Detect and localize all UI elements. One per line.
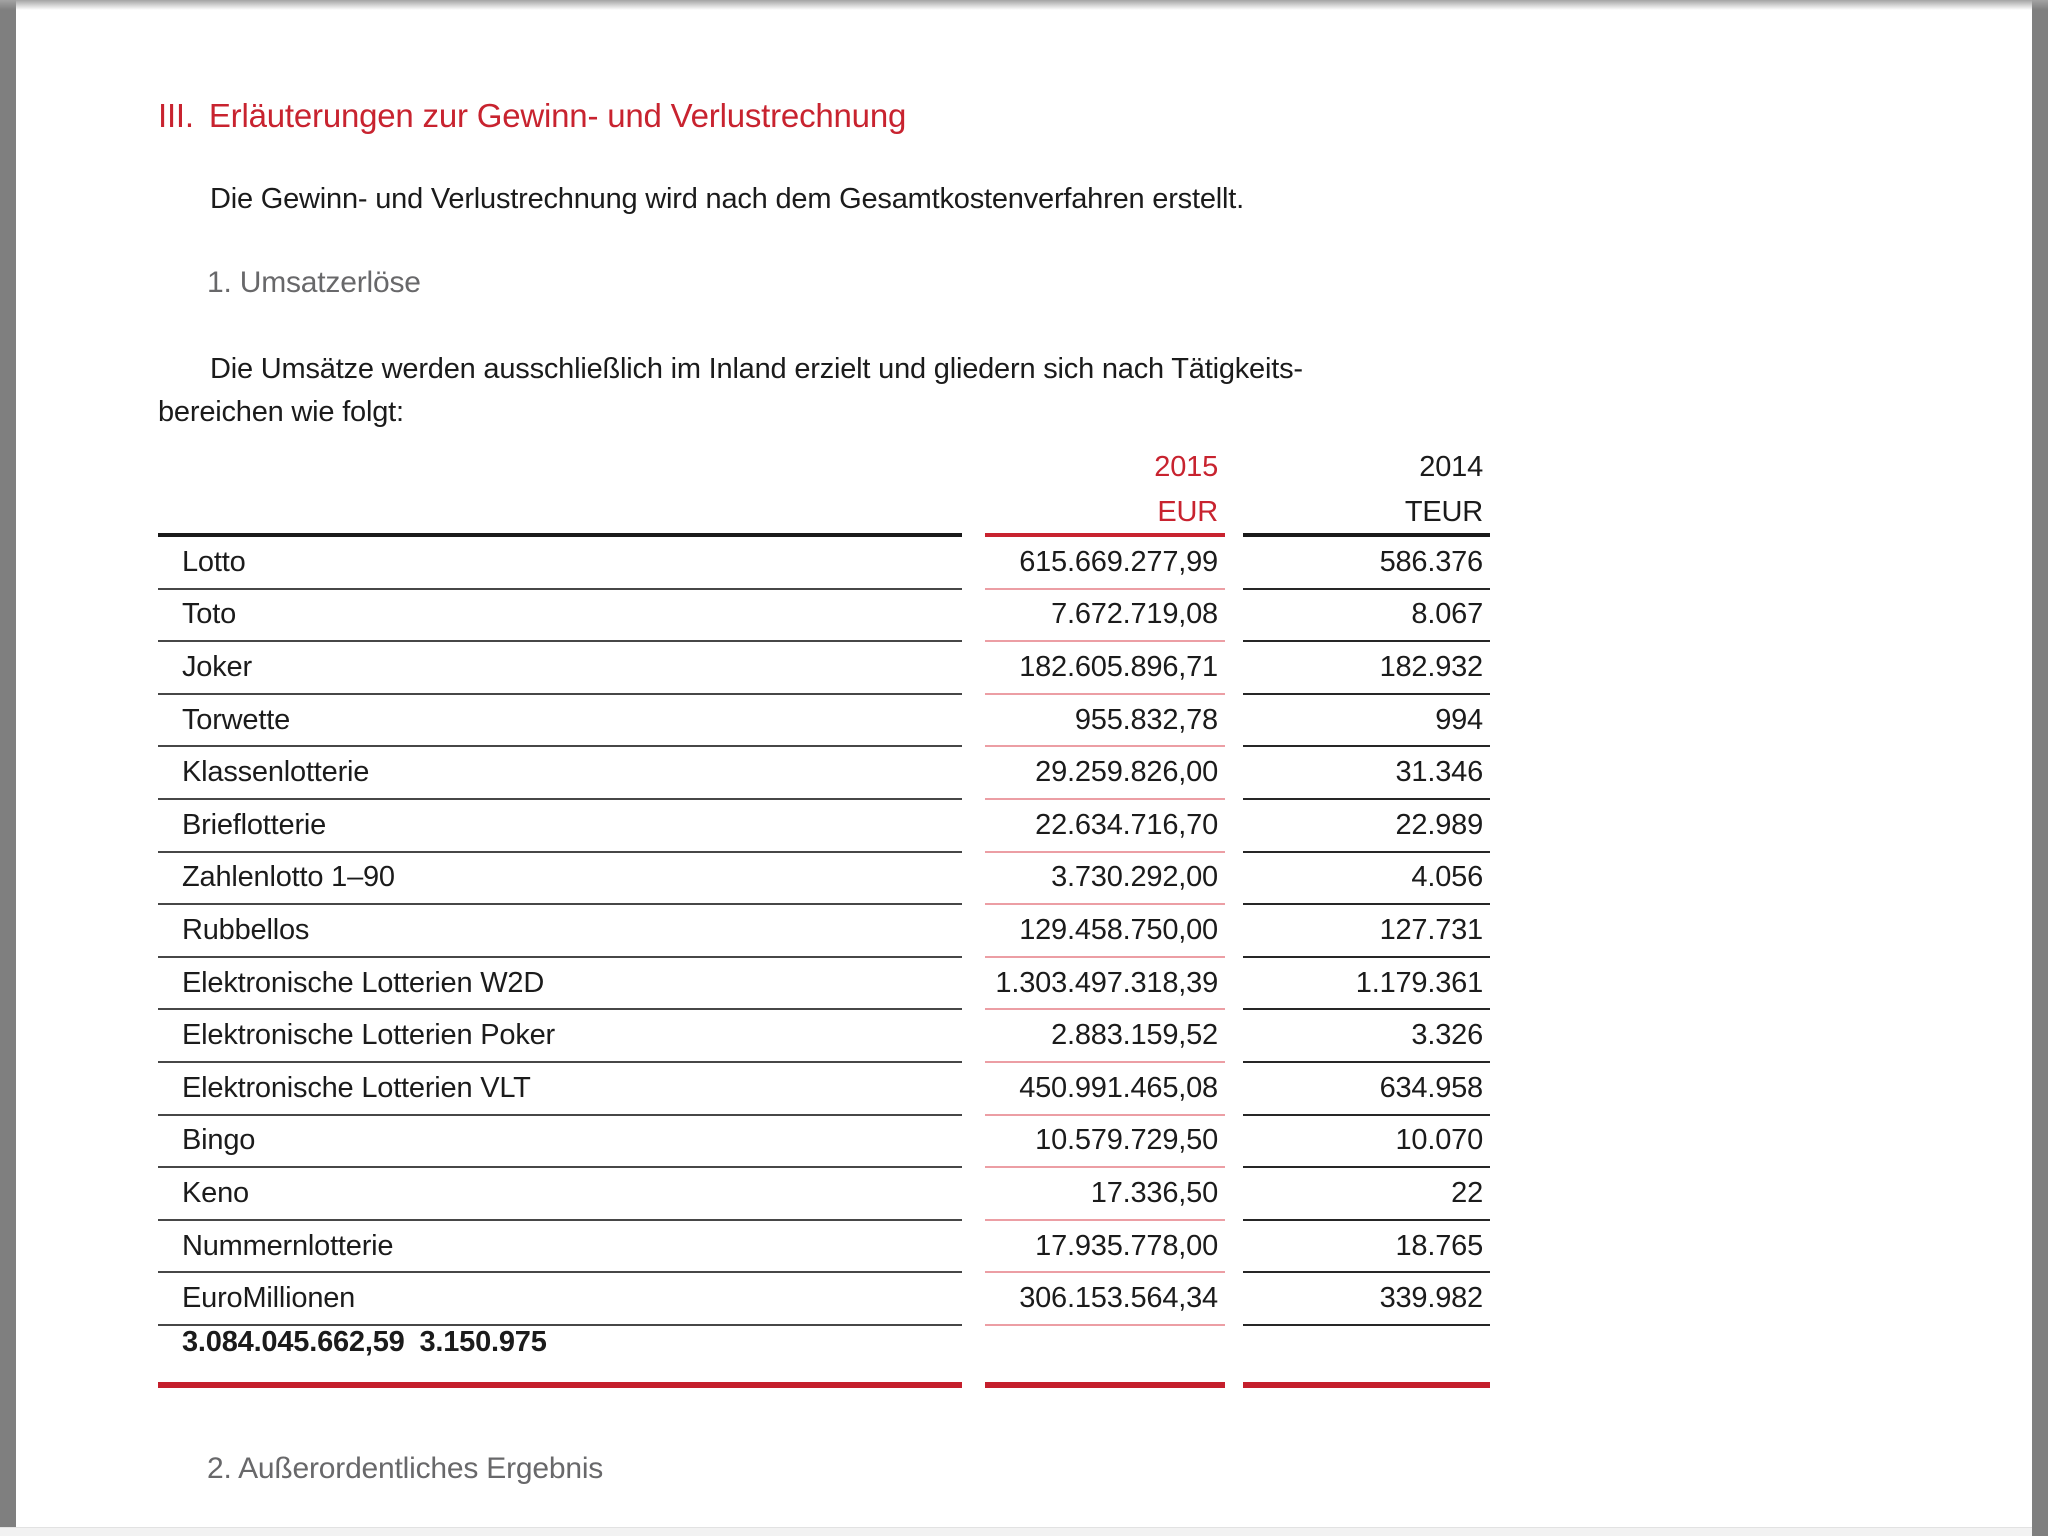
table-row: [158, 537, 1491, 590]
table-row: [158, 1273, 1491, 1326]
row-value-2014: 1.179.361: [1243, 958, 1490, 1011]
row-value-2015: 17.935.778,00: [985, 1221, 1225, 1274]
row-value-2014: 10.070: [1243, 1116, 1490, 1169]
row-label: Rubbellos: [158, 905, 962, 958]
row-value-2015: 17.336,50: [985, 1168, 1225, 1221]
total-label: [158, 1326, 182, 1358]
table-row: [158, 853, 1491, 906]
row-label: Brieflotterie: [158, 800, 962, 853]
revenue-table: [158, 537, 1491, 1379]
row-value-2014: 182.932: [1243, 642, 1490, 695]
row-value-2015: 10.579.729,50: [985, 1116, 1225, 1169]
row-value-2015: 3.730.292,00: [985, 853, 1225, 906]
row-label: Joker: [158, 642, 962, 695]
row-label: Bingo: [158, 1116, 962, 1169]
table-row: [158, 1168, 1491, 1221]
total-rule-2015: [985, 1382, 1225, 1388]
row-label: Torwette: [158, 695, 962, 748]
section-title: Erläuterungen zur Gewinn- und Verlustrechnung: [208, 97, 907, 134]
row-value-2015: 182.605.896,71: [985, 642, 1225, 695]
row-value-2015: 29.259.826,00: [985, 747, 1225, 800]
row-value-2014: 3.326: [1243, 1010, 1490, 1063]
total-rule-2014: [1243, 1382, 1490, 1388]
row-value-2015: 615.669.277,99: [985, 537, 1225, 590]
table-row: [158, 958, 1491, 1011]
row-label: Lotto: [158, 537, 962, 590]
table-row: [158, 747, 1491, 800]
row-value-2015: 1.303.497.318,39: [985, 958, 1225, 1011]
table-row: [158, 1221, 1491, 1274]
revenue-table-rows: [158, 537, 1491, 1326]
row-value-2014: 31.346: [1243, 747, 1490, 800]
row-label: EuroMillionen: [158, 1273, 962, 1326]
row-label: Elektronische Lotterien Poker: [158, 1010, 962, 1063]
total-value-2015: 3.084.045.662,59: [182, 1325, 405, 1358]
row-value-2015: 306.153.564,34: [985, 1273, 1225, 1326]
right-page-margin: [2032, 0, 2048, 1536]
row-label: Toto: [158, 590, 962, 643]
col-header-2014: [1243, 445, 1483, 535]
col-header-2014-unit: TEUR: [1404, 496, 1483, 528]
row-value-2014: 18.765: [1243, 1221, 1490, 1274]
revenue-paragraph-line-2: bereichen wie folgt:: [158, 396, 404, 428]
row-value-2014: 22.989: [1243, 800, 1490, 853]
row-label: Klassenlotterie: [158, 747, 962, 800]
table-row: [158, 1063, 1491, 1116]
subsection-2-heading: 2. Außerordentliches Ergebnis: [207, 1452, 604, 1485]
row-value-2014: 8.067: [1243, 590, 1490, 643]
left-page-margin: [0, 0, 16, 1527]
row-value-2014: 339.982: [1243, 1273, 1490, 1326]
row-label: Keno: [158, 1168, 962, 1221]
col-header-2015: [985, 445, 1218, 535]
row-value-2015: 955.832,78: [985, 695, 1225, 748]
row-value-2014: 634.958: [1243, 1063, 1490, 1116]
total-rule-labels: [158, 1382, 962, 1388]
intro-paragraph: Die Gewinn- und Verlustrechnung wird nach dem Gesamtkostenverfahren erstellt.: [210, 183, 1244, 215]
col-header-2015-year: 2015: [1154, 451, 1218, 483]
table-row: [158, 905, 1491, 958]
table-row: [158, 590, 1491, 643]
row-label: Elektronische Lotterien W2D: [158, 958, 962, 1011]
col-header-2014-year: 2014: [1419, 451, 1483, 483]
row-value-2014: 4.056: [1243, 853, 1490, 906]
row-value-2014: 586.376: [1243, 537, 1490, 590]
table-row: [158, 800, 1491, 853]
row-label: Elektronische Lotterien VLT: [158, 1063, 962, 1116]
table-row: [158, 1116, 1491, 1169]
row-label: Nummernlotterie: [158, 1221, 962, 1274]
row-value-2014: 994: [1243, 695, 1490, 748]
col-header-2015-unit: EUR: [1157, 496, 1218, 528]
row-value-2014: 127.731: [1243, 905, 1490, 958]
row-value-2015: 2.883.159,52: [985, 1010, 1225, 1063]
bottom-page-gap: [0, 1527, 2032, 1536]
table-row: [158, 642, 1491, 695]
row-value-2014: 22: [1243, 1168, 1490, 1221]
row-label: Zahlenlotto 1–90: [158, 853, 962, 906]
row-value-2015: 450.991.465,08: [985, 1063, 1225, 1116]
row-value-2015: 22.634.716,70: [985, 800, 1225, 853]
row-value-2015: 7.672.719,08: [985, 590, 1225, 643]
row-value-2015: 129.458.750,00: [985, 905, 1225, 958]
table-row: [158, 695, 1491, 748]
section-number: III.: [158, 97, 194, 134]
revenue-paragraph-line-1: Die Umsätze werden ausschließlich im Inland erzielt und gliedern sich nach Tätigkeits-: [210, 353, 1303, 385]
total-row: [158, 1326, 1491, 1379]
section-heading: [158, 99, 906, 132]
subsection-1-heading: 1. Umsatzerlöse: [207, 266, 421, 299]
total-value-2014: 3.150.975: [419, 1325, 547, 1358]
top-shadow: [0, 0, 2048, 10]
table-row: [158, 1010, 1491, 1063]
